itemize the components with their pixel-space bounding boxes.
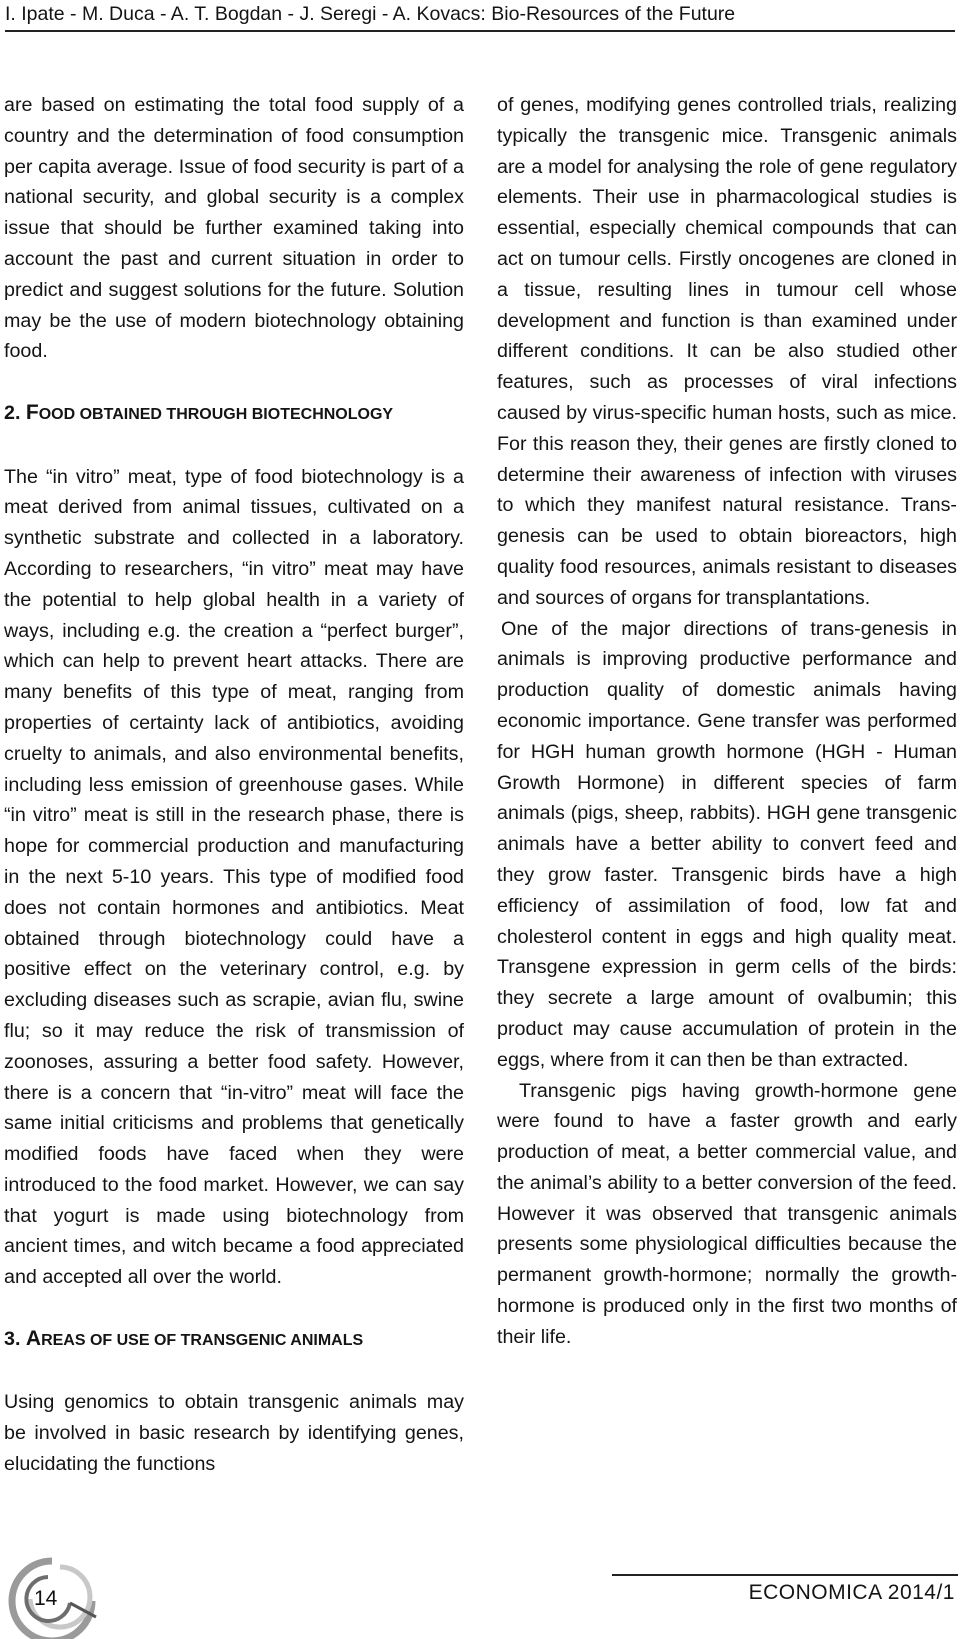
right-column xyxy=(497,90,957,1353)
left-column xyxy=(4,90,464,1480)
running-header xyxy=(5,2,955,32)
paragraph-food-security: are based on estimating the total food supply of a country and the determination of food consumption per capita average. Issue of food security is part of a national security, and global security is a complex issue that should be further examined taking into account the past and current situation in order to predict and suggest solutions for the future. Solution may be the use of modern biotechnology obtaining food. xyxy=(4,94,464,363)
section-heading-2: 2. FOOD OBTAINED THROUGH BIOTECHNOLOGY xyxy=(4,400,394,424)
paragraph-in-vitro-meat: The “in vitro” meat, type of food biotechnology is a meat derived from animal tissues, cultivated on a synthetic substrate and collected in a laboratory. According to researchers, “in vitro” meat may have the potential to help global health in a variety of ways, including e.g. the creation a “perfect burger”, which can help to prevent heart attacks. There are many benefits of this type of meat, ranging from properties of certainty lack of antibiotics, avoiding cruelty to animals, and also environmental benefits, including less emission of greenhouse gases. While “in vitro” meat is still in the research phase, there is hope for commercial production and manufacturing in the next 5-10 years. This type of modified food does not contain hormones and antibiotics. Meat obtained through biotechnology could have a positive effect on the veterinary control, e.g. by excluding diseases such as scrapie, avian flu, swine flu; so it may reduce the risk of transmission of zoonoses, assuring a better food safety. However, there is a concern that “in-vitro” meat will face the same initial criticisms and problems that genetically modified foods have faced when they were introduced to the food market. However, we can say that yogurt is made using biotechnology from ancient times, and witch became a food appreciated and accepted all over the world. xyxy=(4,465,464,1289)
page-number: 14 xyxy=(34,1587,58,1610)
paragraph-gene-functions: of genes, modifying genes controlled trials, realizing typically the transgenic mice. Transgenic animals are a model for analysing the role of gene regulatory elements. Their use in pharmacological studies is essential, especially chemical compounds that can act on tumour cells. Firstly oncogenes are cloned in a tissue, resulting lines in tumour cell whose development and function is than examined under different conditions. It can be also studied other features, such as processes of viral infections caused by virus-specific human hosts, such as mice. For this reason they, their genes are firstly cloned to determine their awareness of infection with viruses to which they manifest natural resistance. Trans-genesis can be used to obtain bioreactors, high quality food resources, animals resistant to diseases and sources of organs for transplantations. xyxy=(497,94,957,609)
footer-rule xyxy=(612,1574,958,1576)
paragraph-genomics: Using genomics to obtain transgenic animals may be involved in basic research by identifying genes, elucidating the functions xyxy=(4,1391,464,1476)
paragraph-trans-genesis: One of the major directions of trans-genesis in animals is improving productive performance and production quality of domestic animals having economic importance. Gene transfer was performed for HGH human growth hormone (HGH - Human Growth Hormone) in different species of farm animals (pigs, sheep, rabbits). HGH gene transgenic animals have a better ability to convert feed and they grow faster. Transgenic birds have a high efficiency of assimilation of food, low fat and cholesterol content in eggs and high quality meat. Transgene expression in germ cells of the birds: they secrete a large amount of ovalbumin; this product may cause accumulation of protein in the eggs, where from it can then be than extracted. xyxy=(497,617,957,1071)
paragraph-transgenic-pigs: Transgenic pigs having growth-hormone gene were found to have a faster growth and early production of meat, a better commercial value, and the animal’s ability to a better conversion of the feed. However it was observed that transgenic animals presents some physiological difficulties because the permanent growth-hormone; normally the growth-hormone is produced only in the first two months of their life. xyxy=(497,1079,957,1348)
journal-issue: ECONOMICA 2014/1 xyxy=(748,1581,955,1604)
section-heading-3: 3. AREAS OF USE OF TRANSGENIC ANIMALS xyxy=(4,1326,364,1350)
running-title: I. Ipate - M. Duca - A. T. Bogdan - J. Seregi - A. Kovacs: Bio-Resources of the Future xyxy=(5,3,736,25)
